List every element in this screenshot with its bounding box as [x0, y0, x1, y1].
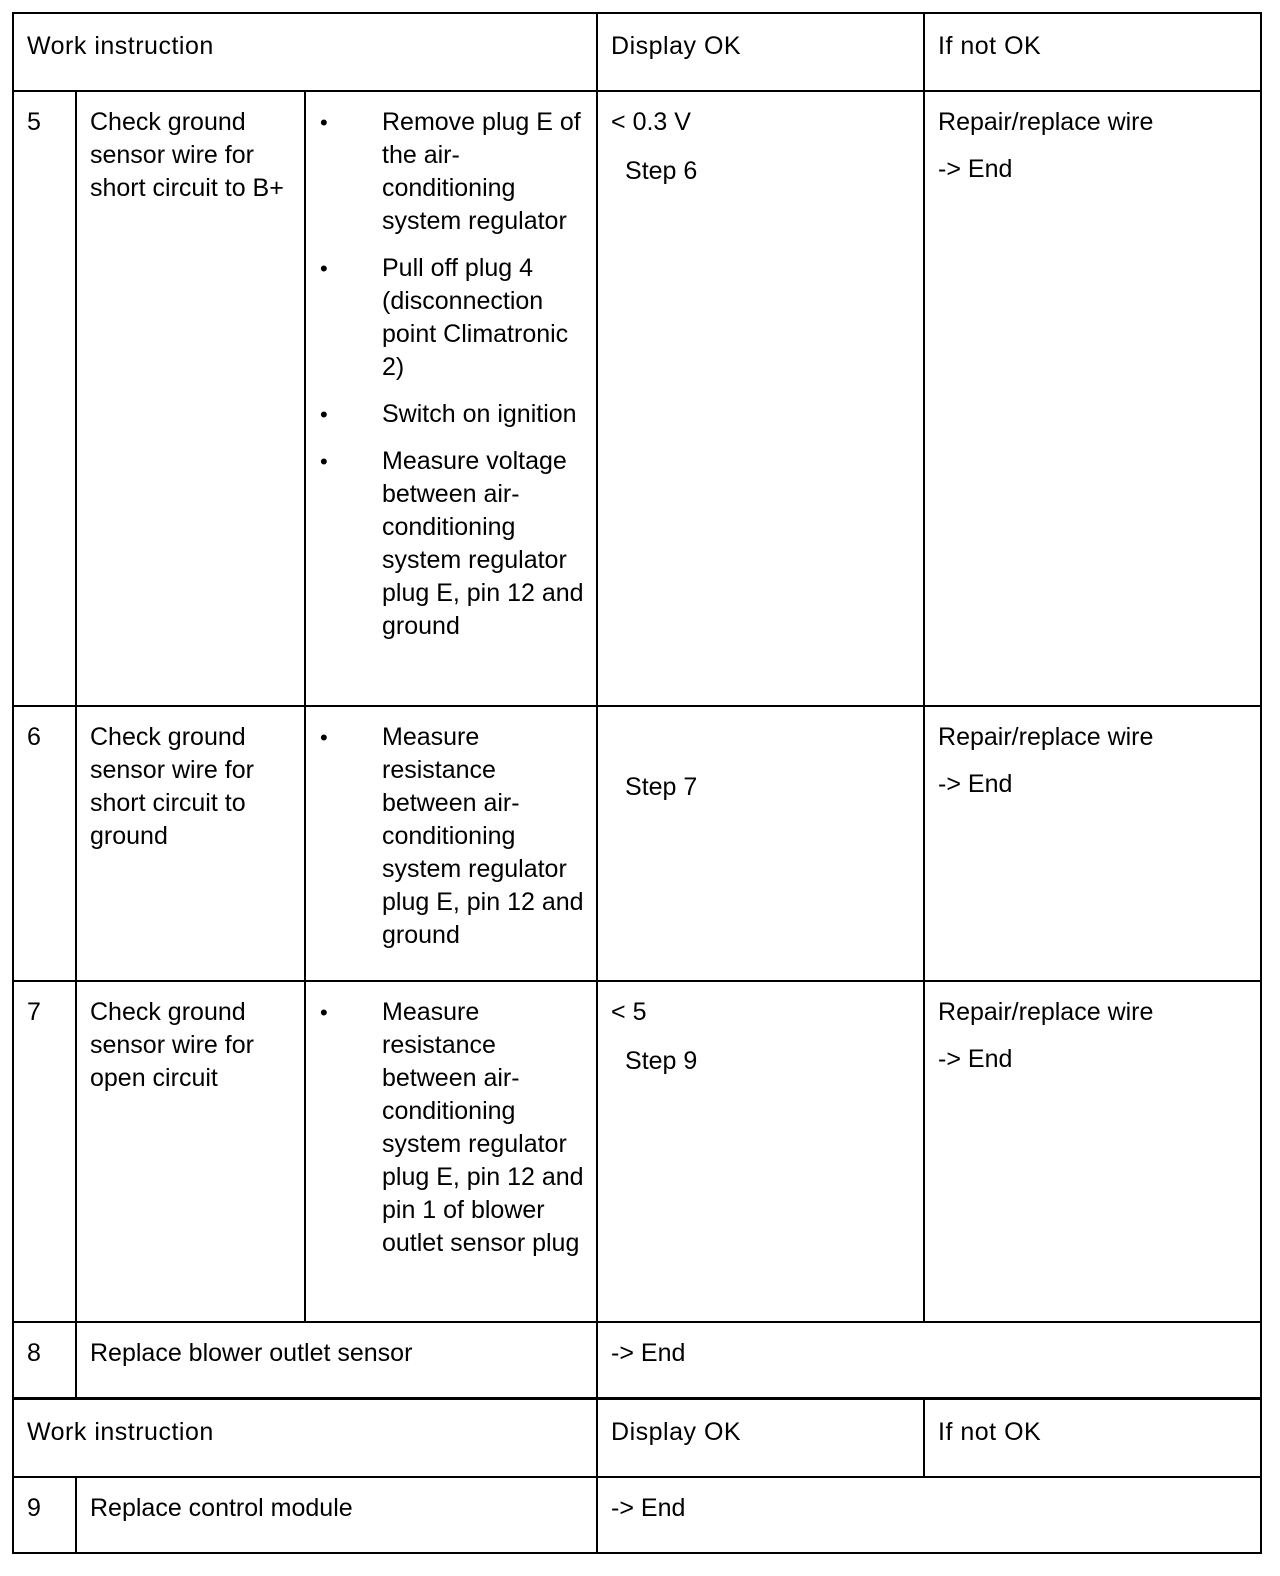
step-number: 5: [13, 91, 76, 706]
header-if-not-ok: If not OK: [924, 13, 1261, 91]
step-number: 6: [13, 706, 76, 981]
result-cell: -> End: [597, 1477, 1261, 1553]
display-next-step: Step 6: [625, 157, 698, 185]
header-work-instruction: Work instruction: [13, 1398, 597, 1477]
step-title: Check ground sensor wire for short circuit to B+: [76, 91, 305, 706]
not-ok-next: -> End: [938, 770, 1013, 798]
not-ok-action: Repair/replace wire: [938, 723, 1154, 751]
bullet-icon: •: [320, 256, 328, 281]
bullet-icon: •: [320, 1000, 328, 1025]
table-row-step-7: [13, 981, 1261, 1322]
step-title: Replace blower outlet sensor: [76, 1322, 597, 1398]
action-item: [316, 252, 590, 384]
table-row-step-5: [13, 91, 1261, 706]
step-actions: [305, 981, 597, 1322]
display-value: < 0.3 V: [611, 108, 691, 136]
display-ok-cell: [597, 91, 924, 706]
step-actions: [305, 91, 597, 706]
step-actions: [305, 706, 597, 981]
display-ok-cell: [597, 706, 924, 981]
not-ok-action: Repair/replace wire: [938, 998, 1154, 1026]
bullet-icon: •: [320, 449, 328, 474]
action-text: Measure voltage between air-conditioning system regulator plug E, pin 12 and ground: [382, 447, 584, 640]
display-value: < 5: [611, 998, 647, 1026]
not-ok-action: Repair/replace wire: [938, 108, 1154, 136]
step-title: Check ground sensor wire for short circuit to ground: [76, 706, 305, 981]
header-if-not-ok: If not OK: [924, 1398, 1261, 1477]
action-item: [316, 398, 590, 431]
action-text: Switch on ignition: [382, 400, 577, 428]
result-cell: -> End: [597, 1322, 1261, 1398]
action-item: [316, 445, 590, 643]
if-not-ok-cell: [924, 981, 1261, 1322]
display-next-step: Step 7: [625, 773, 698, 801]
step-number: 9: [13, 1477, 76, 1553]
table-row-step-8: [13, 1322, 1261, 1398]
not-ok-next: -> End: [938, 1045, 1013, 1073]
action-item: [316, 106, 590, 238]
display-ok-cell: [597, 981, 924, 1322]
instruction-table-wrapper: [12, 12, 1262, 1554]
header-display-ok: Display OK: [597, 13, 924, 91]
display-next-step: Step 9: [625, 1047, 698, 1075]
action-text: Measure resistance between air-conditioning system regulator plug E, pin 12 and ground: [382, 723, 584, 949]
not-ok-next: -> End: [938, 155, 1013, 183]
instruction-table: [12, 12, 1262, 1554]
header-display-ok: Display OK: [597, 1398, 924, 1477]
table-header-row-repeat: [13, 1398, 1261, 1477]
step-number: 7: [13, 981, 76, 1322]
action-item: [316, 721, 590, 952]
bullet-icon: •: [320, 725, 328, 750]
action-text: Remove plug E of the air-conditioning system regulator: [382, 108, 581, 235]
action-text: Pull off plug 4 (disconnection point Climatronic 2): [382, 254, 569, 381]
header-work-instruction: Work instruction: [13, 13, 597, 91]
table-row-step-6: [13, 706, 1261, 981]
step-number: 8: [13, 1322, 76, 1398]
step-title: Check ground sensor wire for open circuit: [76, 981, 305, 1322]
if-not-ok-cell: [924, 91, 1261, 706]
bullet-icon: •: [320, 110, 328, 135]
step-title: Replace control module: [76, 1477, 597, 1553]
bullet-icon: •: [320, 402, 328, 427]
action-text: Measure resistance between air-conditioning system regulator plug E, pin 12 and pin 1 of blower outlet sensor plug: [382, 998, 584, 1257]
table-header-row: [13, 13, 1261, 91]
if-not-ok-cell: [924, 706, 1261, 981]
table-row-step-9: [13, 1477, 1261, 1553]
action-item: [316, 996, 590, 1260]
